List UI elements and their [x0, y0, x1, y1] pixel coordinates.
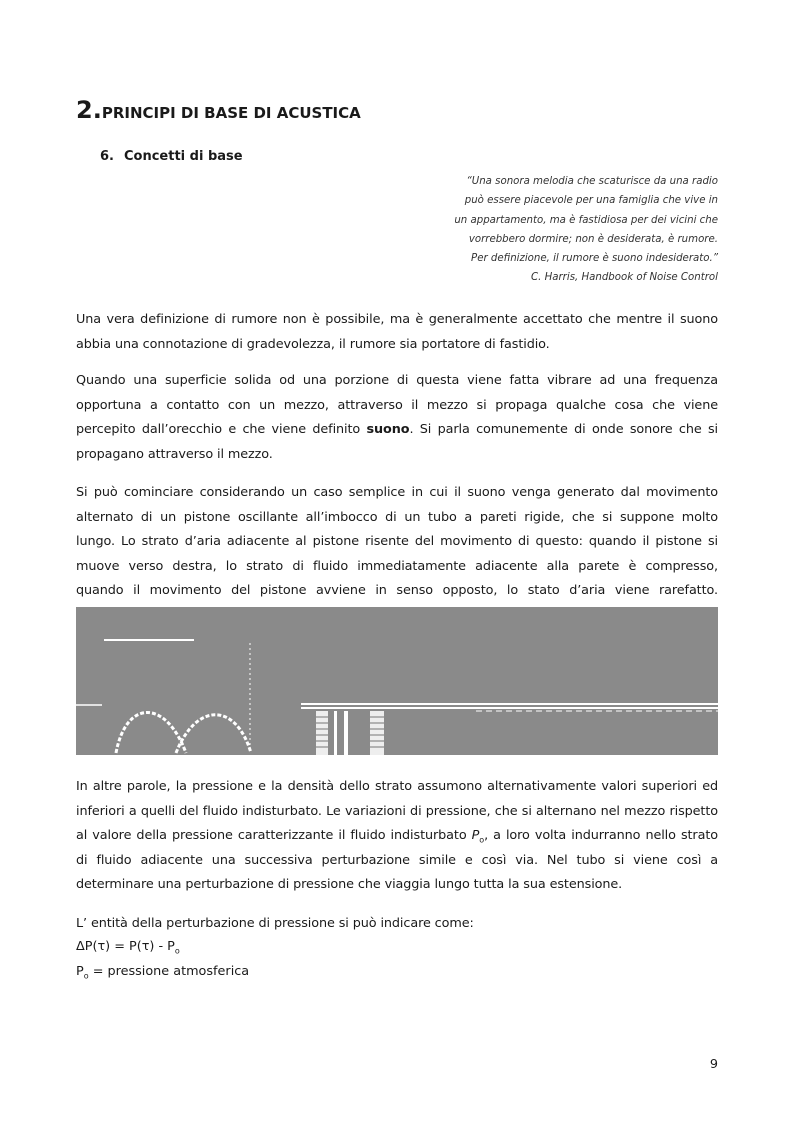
equation-text: = pressione atmosferica — [88, 964, 250, 979]
symbol-p: P — [471, 828, 480, 844]
quote-attribution: C. Harris, Handbook of Noise Control — [531, 272, 718, 284]
text-segment: , a loro volta indurranno nello strato — [484, 828, 718, 844]
text-line — [76, 824, 718, 849]
paragraph-3 — [76, 481, 718, 604]
epigraph-quote — [454, 172, 718, 288]
section-number: 6. — [100, 149, 114, 164]
text-line: propagano attraverso il mezzo. — [76, 446, 273, 462]
quote-line: “Una sonora melodia che scaturisce da una radio — [466, 176, 718, 187]
text-segment: al valore della pressione caratterizzante il fluido indisturbato — [76, 828, 472, 844]
text-line: Si può cominciare considerando un caso semplice in cui il suono venga generato dal movimento — [76, 485, 718, 500]
text-line: L’ entità della perturbazione di pressione si può indicare come: — [76, 916, 474, 931]
bold-term: suono — [366, 422, 410, 438]
text-line: Quando una superficie solida od una porzione di questa viene fatta vibrare ad una frequenza — [76, 373, 718, 388]
text-segment: percepito dall’orecchio e che viene definito — [76, 422, 367, 438]
equation-subscript: o — [174, 946, 180, 956]
text-line: lungo. Lo strato d’aria adiacente al pistone risente del movimento di questo: quando il pistone si — [76, 534, 718, 550]
text-segment: . Si parla comunemente di onde sonore che si — [409, 422, 718, 438]
quote-line: vorrebbero dormire; non è desiderata, è rumore. — [468, 233, 718, 245]
paragraph-1 — [76, 308, 718, 357]
equation-text: P — [76, 964, 84, 979]
text-line: abbia una connotazione di gradevolezza, il rumore sia portatore di fastidio. — [76, 336, 550, 352]
paragraph-2 — [76, 369, 718, 467]
text-line: quando il movimento del pistone avviene in senso opposto, lo stato d’aria viene rarefatto. — [76, 583, 718, 599]
text-line: alternato di un pistone oscillante all’imbocco di un tubo a pareti rigide, che si suppone molto — [76, 509, 718, 525]
quote-line: può essere piacevole per una famiglia che vive in — [464, 195, 718, 207]
symbol-subscript: o — [479, 835, 485, 845]
text-line: di fluido adiacente una successiva perturbazione simile e così via. Nel tubo si viene così a — [76, 852, 718, 868]
equation-atmospheric-pressure — [76, 964, 249, 981]
chapter-number: 2. — [76, 96, 102, 124]
quote-line: un appartamento, ma è fastidiosa per dei vicini che — [454, 214, 718, 226]
page-number: 9 — [709, 1057, 718, 1072]
text-line: opportuna a contatto con un mezzo, attraverso il mezzo si propaga qualche cosa che viene — [76, 397, 718, 413]
paragraph-4 — [76, 775, 718, 898]
section-title: Concetti di base — [124, 149, 243, 164]
equation-pressure-perturbation — [76, 939, 180, 956]
quote-line: Per definizione, il rumore è suono indesiderato.” — [471, 253, 718, 265]
text-line: In altre parole, la pressione e la densità dello strato assumono alternativamente valori superiori ed — [76, 779, 718, 794]
text-line: Una vera definizione di rumore non è possibile, ma è generalmente accettato che mentre il suono — [76, 312, 718, 327]
text-line — [76, 418, 718, 443]
figure-graphic — [76, 607, 718, 755]
section-heading — [100, 149, 243, 164]
chapter-heading — [76, 96, 361, 124]
equation-text: ΔP(τ) = P(τ) - P — [76, 939, 175, 954]
piston-tube-figure — [76, 607, 718, 755]
text-line: muove verso destra, lo strato di fluido immediatamente adiacente alla parete è compresso, — [76, 558, 718, 574]
text-line: determinare una perturbazione di pressione che viaggia lungo tutta la sua estensione. — [76, 877, 623, 893]
text-line: inferiori a quelli del fluido indisturbato. Le variazioni di pressione, che si alternano nel mezzo rispetto — [76, 803, 718, 819]
chapter-title: PRINCIPI DI BASE DI ACUSTICA — [101, 104, 361, 122]
paragraph-5 — [76, 912, 718, 937]
equation-subscript: o — [83, 971, 89, 981]
